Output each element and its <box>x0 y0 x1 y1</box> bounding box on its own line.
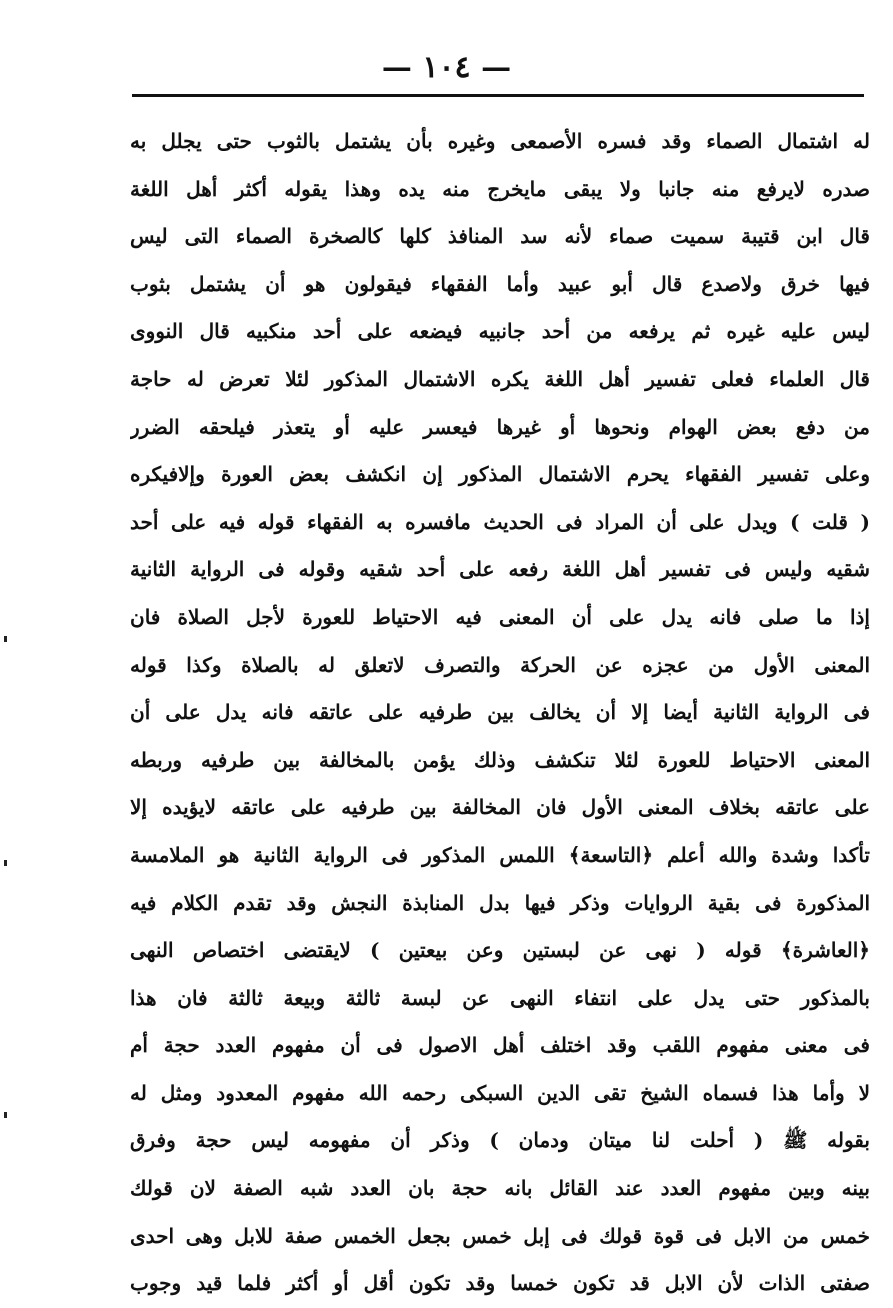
text-line: فى الرواية الثانية أيضا إلا أن يخالف بين طرفيه على عاتقه فانه يدل على أن <box>130 700 870 725</box>
text-line: المعنى الاحتياط للعورة لئلا تنكشف وذلك يؤمن بالمخالفة بين طرفيه وربطه <box>130 747 870 772</box>
page-header <box>0 48 893 88</box>
text-line: خمس من الابل فى قوة قولك فى إبل خمس بجعل الخمس صفة للابل وهى احدى <box>130 1223 870 1248</box>
text-line: المعنى الأول من عجزه عن الحركة والتصرف لاتعلق له بالصلاة وكذا قوله <box>130 652 870 677</box>
text-line: ( قلت ) ويدل على أن المراد فى الحديث مافسره به الفقهاء قوله فيه على أحد <box>130 509 870 534</box>
page-number: — ١٠٤ — <box>381 50 512 85</box>
text-line: لا وأما هذا فسماه الشيخ تقى الدين السبكى رحمه الله مفهوم المعدود ومثل له <box>130 1080 870 1105</box>
margin-mark <box>4 1112 7 1118</box>
text-line: صفتى الذات لأن الابل قد تكون خمسا وقد تكون أقل أو أكثر فلما قيد وجوب <box>130 1271 870 1296</box>
text-line: تأكدا وشدة والله أعلم ﴿التاسعة﴾ اللمس المذكور فى الرواية الثانية هو الملامسة <box>130 842 870 867</box>
text-line: فى معنى مفهوم اللقب وقد اختلف أهل الاصول فى أن مفهوم العدد حجة أم <box>130 1033 870 1058</box>
text-line: صدره لايرفع منه جانبا ولا يبقى مايخرج منه يده وهذا يقوله أكثر أهل اللغة <box>130 176 870 201</box>
text-line: شقيه وليس فى تفسير أهل اللغة رفعه على أحد شقيه وقوله فى الرواية الثانية <box>130 557 870 582</box>
text-line: ليس عليه غيره ثم يرفعه من أحد جانبيه فيضعه على أحد منكبيه قال النووى <box>130 319 870 344</box>
text-line: من دفع بعض الهوام ونحوها أو غيرها فيعسر عليه أو يتعذر فيلحقه الضرر <box>130 414 870 439</box>
text-line: إذا ما صلى فانه يدل على أن المعنى فيه الاحتياط للعورة لأجل الصلاة فان <box>130 604 870 629</box>
margin-mark <box>4 860 7 866</box>
text-line: قال العلماء فعلى تفسير أهل اللغة يكره الاشتمال المذكور لئلا تعرض له حاجة <box>130 366 870 391</box>
text-line: بالمذكور حتى يدل على انتفاء النهى عن لبسة ثالثة وبيعة ثالثة فان هذا <box>130 985 870 1010</box>
text-line: بقوله ﷺ ( أحلت لنا ميتان ودمان ) وذكر أن مفهومه ليس حجة وفرق <box>130 1128 870 1153</box>
text-line: على عاتقه بخلاف المعنى الأول فان المخالفة بين طرفيه على عاتقه لايؤيده إلا <box>130 795 870 820</box>
body-text <box>130 118 870 1308</box>
text-line: ﴿العاشرة﴾ قوله ( نهى عن لبستين وعن بيعتين ) لايقتضى اختصاص النهى <box>130 938 870 963</box>
text-line: وعلى تفسير الفقهاء يحرم الاشتمال المذكور إن انكشف بعض العورة وإلافيكره <box>130 462 870 487</box>
text-line: فيها خرق ولاصدع قال أبو عبيد وأما الفقهاء فيقولون هو أن يشتمل بثوب <box>130 271 870 296</box>
header-rule <box>132 94 864 97</box>
text-line: بينه وبين مفهوم العدد عند القائل بانه حجة بان العدد شبه الصفة لان قولك <box>130 1176 870 1201</box>
text-line: المذكورة فى بقية الروايات وذكر فيها بدل المنابذة النجش وقد تقدم الكلام فيه <box>130 890 870 915</box>
margin-mark <box>4 636 7 642</box>
text-line: قال ابن قتيبة سميت صماء لأنه سد المنافذ كلها كالصخرة الصماء التى ليس <box>130 224 870 249</box>
text-line: له اشتمال الصماء وقد فسره الأصمعى وغيره بأن يشتمل بالثوب حتى يجلل به <box>130 129 870 153</box>
